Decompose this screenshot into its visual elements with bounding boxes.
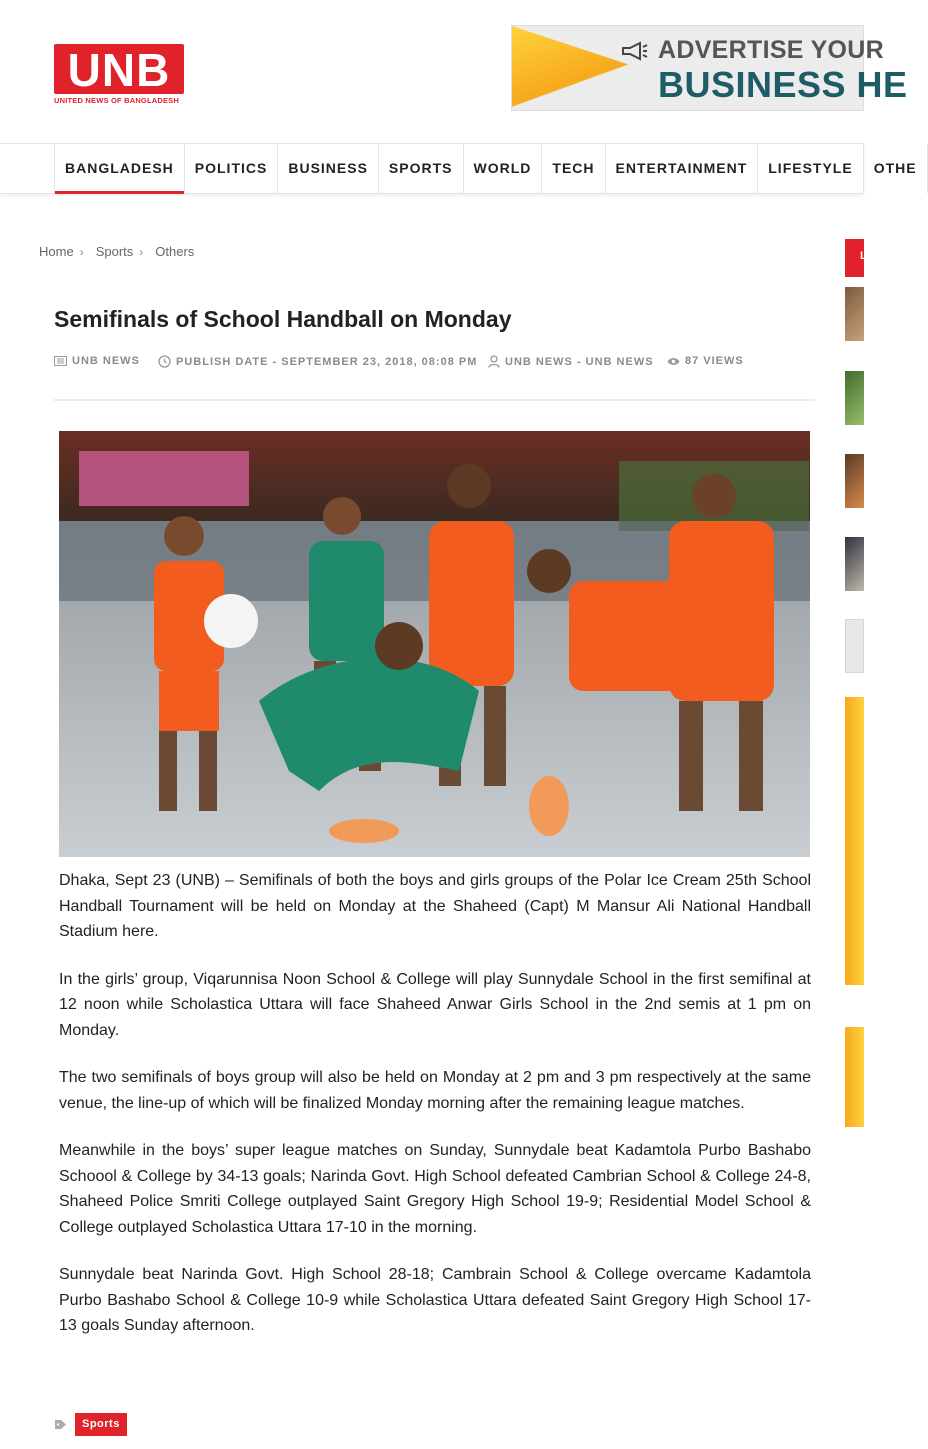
- sidebar-thumbnail[interactable]: [845, 371, 864, 425]
- nav-item-othe[interactable]: OTHE: [864, 144, 928, 193]
- nav-item-world[interactable]: WORLD: [464, 144, 543, 193]
- article-body: [59, 868, 811, 1361]
- article-paragraph: Sunnydale beat Narinda Govt. High School 28-18; Cambrain School & College overcame Kadamtola Purbo Bashabo School & College 10-9 while Scholastica Uttara defeated Saint Gregory High School 17-13 goals Sunday afternoon.: [59, 1266, 811, 1334]
- ad-graphic: [512, 26, 642, 112]
- divider: [54, 399, 815, 401]
- logo-tagline: UNITED NEWS OF BANGLADESH: [54, 96, 179, 105]
- chevron-right-icon: ›: [139, 244, 144, 259]
- breadcrumb-home[interactable]: Home: [39, 244, 74, 259]
- eye-icon: [667, 357, 680, 366]
- tag-list: [54, 1413, 127, 1436]
- user-icon: [488, 355, 500, 368]
- nav-list: [54, 144, 928, 193]
- tag-icon: [54, 1419, 67, 1430]
- meta-author-text[interactable]: UNB NEWS - UNB NEWS: [505, 355, 654, 368]
- page-title: Semifinals of School Handball on Monday: [54, 306, 512, 332]
- megaphone-icon: [620, 40, 648, 62]
- breadcrumb: [39, 244, 194, 259]
- logo-text: UNB: [54, 44, 184, 94]
- breadcrumb-others[interactable]: Others: [155, 244, 195, 259]
- meta-author: [488, 355, 654, 368]
- meta-publish-text: PUBLISH DATE - SEPTEMBER 23, 2018, 08:08 PM: [176, 355, 478, 368]
- chevron-right-icon: ›: [79, 244, 84, 259]
- article-paragraph: The two semifinals of boys group will also be held on Monday at 2 pm and 3 pm respectively at the same venue, the line-up of which will be finalized Monday morning after the remaining league matches.: [59, 1069, 811, 1112]
- article-photo[interactable]: [59, 431, 810, 857]
- nav-item-entertainment[interactable]: ENTERTAINMENT: [606, 144, 759, 193]
- site-logo[interactable]: [54, 44, 184, 108]
- article-paragraph: Dhaka, Sept 23 (UNB) – Semifinals of both the boys and girls groups of the Polar Ice Cream 25th School Handball Tournament will be held on Monday at the Shaheed (Capt) M Mansur Ali National Handball Stadium here.: [59, 872, 811, 940]
- handball-players-image: [59, 431, 810, 857]
- nav-item-business[interactable]: BUSINESS: [278, 144, 379, 193]
- meta-source-text[interactable]: UNB NEWS: [72, 355, 140, 367]
- sidebar-thumbnail[interactable]: [845, 454, 864, 508]
- article-paragraph: Meanwhile in the boys’ super league matches on Sunday, Sunnydale beat Kadamtola Purbo Bashabo Schoool & College by 34-13 goals; Narinda Govt. High School defeated Cambrian School & College 24-8, Shaheed Police Smriti College outplayed Saint Gregory High School 19-9; Residential Model School & College outplayed Scholastica Uttara 17-10 in the morning.: [59, 1142, 811, 1236]
- nav-item-tech[interactable]: TECH: [542, 144, 605, 193]
- main-nav: [0, 143, 917, 194]
- breadcrumb-sports[interactable]: Sports: [95, 244, 134, 259]
- meta-source: [54, 355, 140, 367]
- sidebar-box: [845, 619, 864, 673]
- clock-icon: [158, 355, 171, 368]
- meta-views: [667, 355, 744, 367]
- nav-item-bangladesh[interactable]: BANGLADESH: [54, 144, 185, 193]
- meta-views-text: 87 VIEWS: [685, 355, 744, 367]
- ad-line-2: BUSINESS HE: [658, 64, 908, 105]
- nav-item-sports[interactable]: SPORTS: [379, 144, 464, 193]
- sidebar-header: [845, 239, 867, 277]
- sidebar-thumbnail[interactable]: [845, 287, 864, 341]
- sidebar-thumbnail[interactable]: [845, 537, 864, 591]
- newspaper-icon: [54, 356, 67, 366]
- nav-item-lifestyle[interactable]: LIFESTYLE: [758, 144, 863, 193]
- sidebar-ad[interactable]: [845, 697, 864, 985]
- tag-sports[interactable]: Sports: [75, 1413, 127, 1436]
- sidebar-ad[interactable]: [845, 1027, 864, 1127]
- article-paragraph: In the girls’ group, Viqarunnisa Noon School & College will play Sunnydale School in the first semifinal at 12 noon while Scholastica Uttara will face Shaheed Anwar Girls School in the 2nd semis at 1 pm on Monday.: [59, 970, 811, 1039]
- sidebar-header-text: L: [860, 250, 867, 262]
- nav-item-politics[interactable]: POLITICS: [185, 144, 279, 193]
- advertise-banner[interactable]: [511, 25, 908, 111]
- meta-publish: [158, 355, 477, 368]
- ad-line-1: ADVERTISE YOUR: [658, 36, 885, 64]
